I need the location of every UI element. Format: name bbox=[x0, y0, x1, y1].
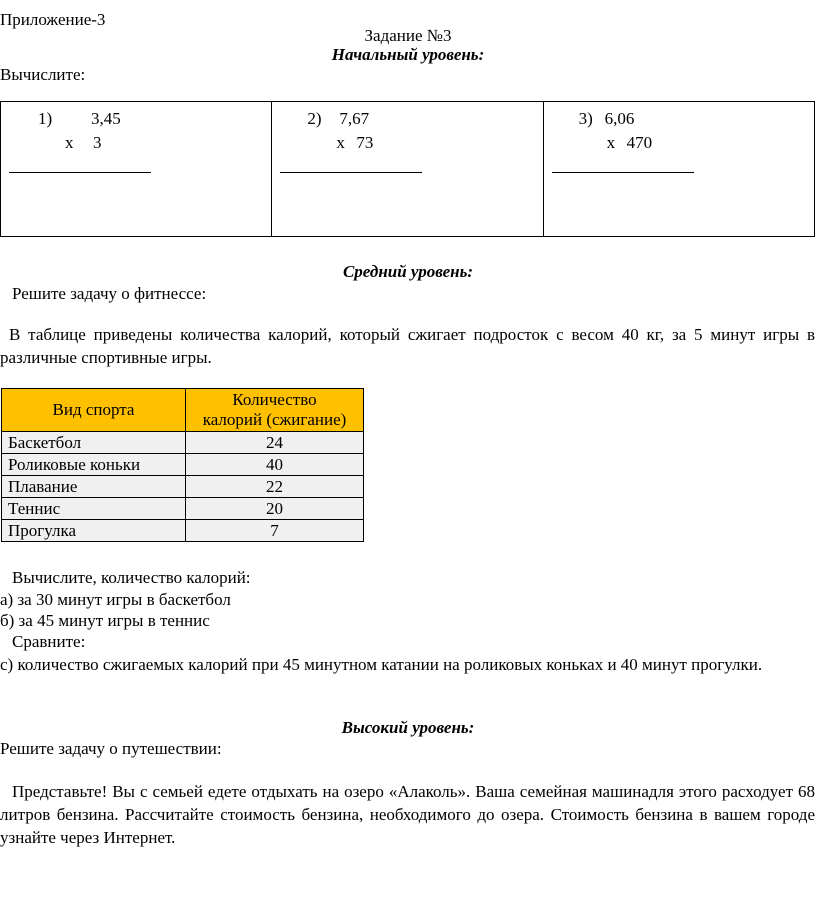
sport-cell: Прогулка bbox=[2, 520, 186, 542]
sport-cell: Роликовые коньки bbox=[2, 454, 186, 476]
exercise-operand-b: 3 bbox=[93, 133, 102, 152]
exercise-number: 3) bbox=[578, 109, 593, 128]
column-header-sport: Вид спорта bbox=[2, 389, 186, 432]
calories-cell: 20 bbox=[186, 498, 364, 520]
exercise-operator: х bbox=[336, 133, 345, 152]
column-header-calories bbox=[186, 389, 364, 432]
sport-cell: Плавание bbox=[2, 476, 186, 498]
exercise-number: 2) bbox=[307, 109, 322, 128]
answer-line bbox=[9, 172, 151, 173]
calories-cell: 7 bbox=[186, 520, 364, 542]
calories-cell: 40 bbox=[186, 454, 364, 476]
level-basic-heading: Начальный уровень: bbox=[331, 45, 485, 64]
level-high-heading: Высокий уровень: bbox=[341, 718, 475, 737]
exercise-operand-a: 6,06 bbox=[604, 109, 635, 128]
exercise-operand-b: 470 bbox=[626, 133, 653, 152]
answer-line bbox=[280, 172, 422, 173]
column-header-calories-line2: калорий (сжигание) bbox=[202, 410, 347, 429]
calories-table bbox=[1, 388, 364, 542]
calories-cell: 24 bbox=[186, 432, 364, 454]
table-row bbox=[2, 520, 364, 542]
exercise-cell-2 bbox=[272, 102, 543, 237]
exercise-number: 1) bbox=[38, 109, 53, 128]
question-b: б) за 45 минут игры в теннис bbox=[0, 611, 210, 630]
exercise-table bbox=[0, 101, 815, 237]
table-row bbox=[2, 454, 364, 476]
fitness-intro: В таблице приведены количества калорий, который сжигает подросток с весом 40 кг, за 5 минут игры в различные спортивные игры. bbox=[0, 325, 815, 367]
table-row bbox=[2, 498, 364, 520]
question-compute: Вычислите, количество калорий: bbox=[12, 568, 251, 587]
travel-task-label: Решите задачу о путешествии: bbox=[0, 739, 222, 758]
sport-cell: Баскетбол bbox=[2, 432, 186, 454]
question-c: с) количество сжигаемых калорий при 45 минутном катании на роликовых коньках и 40 минут прогулки. bbox=[0, 655, 763, 674]
exercise-operand-a: 7,67 bbox=[339, 109, 370, 128]
task-title: Задание №3 bbox=[364, 26, 452, 45]
compute-label: Вычислите: bbox=[0, 65, 86, 84]
calories-cell: 22 bbox=[186, 476, 364, 498]
exercise-operand-a: 3,45 bbox=[91, 109, 121, 128]
column-header-calories-line1: Количество bbox=[232, 390, 317, 409]
exercise-operator: х bbox=[65, 133, 74, 152]
answer-line bbox=[552, 172, 694, 173]
appendix-label: Приложение-3 bbox=[0, 10, 106, 29]
travel-text: Представьте! Вы с семьей едете отдыхать на озеро «Алаколь». Ваша семейная машинадля этого расходует 68 литров бензина. Рассчитайте стоимость бензина, необходимого до озера. Стоимость бензина в вашем городе узнайте через Интернет. bbox=[0, 782, 815, 847]
exercise-cell-1 bbox=[1, 102, 272, 237]
exercise-cell-3 bbox=[543, 102, 814, 237]
table-row bbox=[2, 476, 364, 498]
question-compare: Сравните: bbox=[12, 632, 86, 651]
exercise-operator: х bbox=[606, 133, 616, 152]
question-a: а) за 30 минут игры в баскетбол bbox=[0, 590, 231, 609]
fitness-task-label: Решите задачу о фитнессе: bbox=[12, 284, 207, 303]
sport-cell: Теннис bbox=[2, 498, 186, 520]
exercise-operand-b: 73 bbox=[356, 133, 374, 152]
level-mid-heading: Средний уровень: bbox=[342, 262, 474, 281]
table-row bbox=[2, 432, 364, 454]
